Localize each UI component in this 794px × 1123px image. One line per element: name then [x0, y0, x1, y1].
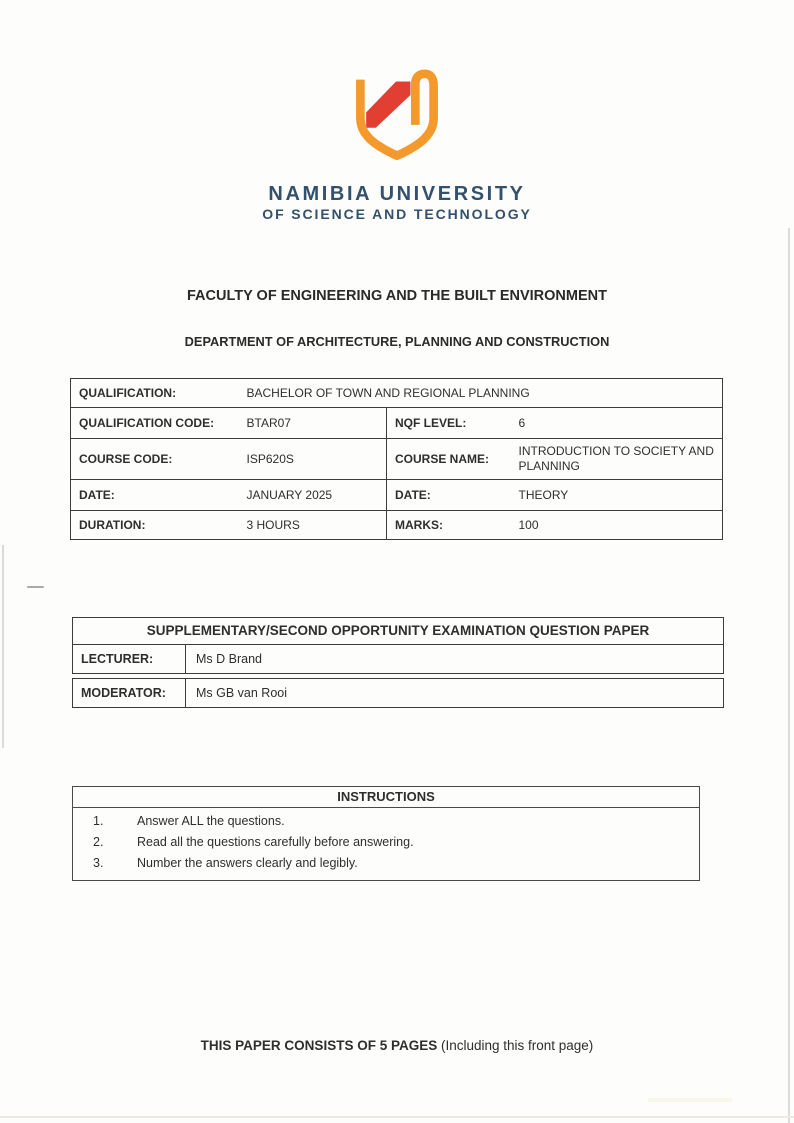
- marks-value: 100: [511, 511, 723, 540]
- scan-edge-line-right: [788, 228, 790, 1123]
- table-row: [71, 408, 723, 439]
- course-code-value: ISP620S: [239, 439, 387, 480]
- marks-label: MARKS:: [387, 511, 511, 540]
- instruction-text: Number the answers clearly and legibly.: [137, 856, 358, 870]
- instruction-number: 2.: [93, 835, 104, 849]
- university-logo: [0, 68, 794, 223]
- moderator-row: [73, 679, 723, 707]
- list-item: [73, 832, 699, 853]
- table-row: [71, 379, 723, 408]
- course-name-label: COURSE NAME:: [387, 439, 511, 480]
- moderator-value: Ms GB van Rooi: [185, 679, 723, 707]
- scan-dash-mark: [27, 586, 44, 588]
- university-wordmark: [0, 183, 794, 223]
- date-value: JANUARY 2025: [239, 480, 387, 511]
- page-count-bold: THIS PAPER CONSISTS OF 5 PAGES: [200, 1038, 438, 1053]
- scan-edge-line-left: [2, 545, 4, 748]
- moderator-label: MODERATOR:: [81, 686, 166, 700]
- list-item: [73, 811, 699, 832]
- page-count-note: [0, 1038, 794, 1053]
- table-row: [71, 480, 723, 511]
- scan-smudge-mark: [648, 1098, 732, 1102]
- paper-type-value: THEORY: [511, 480, 723, 511]
- course-code-label: COURSE CODE:: [71, 439, 239, 480]
- scan-edge-line-bottom: [0, 1116, 794, 1118]
- paper-type-label: DATE:: [387, 480, 511, 511]
- lecturer-value: Ms D Brand: [185, 645, 723, 673]
- instruction-text: Read all the questions carefully before answering.: [137, 835, 414, 849]
- exam-title-table: [72, 617, 724, 674]
- qualification-label: QUALIFICATION:: [71, 379, 239, 408]
- table-row: [71, 511, 723, 540]
- faculty-heading: FACULTY OF ENGINEERING AND THE BUILT ENVIRONMENT: [187, 288, 607, 304]
- list-item: [73, 853, 699, 874]
- instructions-heading: INSTRUCTIONS: [73, 787, 699, 808]
- instructions-list: [73, 808, 699, 880]
- instruction-number: 3.: [93, 856, 104, 870]
- moderator-table: [72, 678, 724, 708]
- instructions-table: [72, 786, 700, 881]
- instruction-text: Answer ALL the questions.: [137, 814, 285, 828]
- nqf-level-value: 6: [511, 408, 723, 439]
- course-name-value: INTRODUCTION TO SOCIETY AND PLANNING: [511, 439, 723, 480]
- wordmark-line2: OF SCIENCE AND TECHNOLOGY: [262, 206, 532, 222]
- lecturer-label: LECTURER:: [81, 652, 154, 666]
- date-label: DATE:: [71, 480, 239, 511]
- page-count-regular: (Including this front page): [437, 1038, 594, 1053]
- exam-paper-title: SUPPLEMENTARY/SECOND OPPORTUNITY EXAMINATION QUESTION PAPER: [73, 618, 723, 645]
- nust-shield-icon: [344, 68, 450, 174]
- qualification-value: BACHELOR OF TOWN AND REGIONAL PLANNING: [239, 379, 723, 408]
- duration-value: 3 HOURS: [239, 511, 387, 540]
- duration-label: DURATION:: [71, 511, 239, 540]
- qualification-code-label: QUALIFICATION CODE:: [71, 408, 239, 439]
- instruction-number: 1.: [93, 814, 104, 828]
- wordmark-line1: NAMIBIA UNIVERSITY: [268, 183, 526, 205]
- department-heading: DEPARTMENT OF ARCHITECTURE, PLANNING AND CONSTRUCTION: [184, 334, 610, 349]
- table-row: [71, 439, 723, 480]
- course-info-table: [70, 378, 723, 540]
- qualification-code-value: BTAR07: [239, 408, 387, 439]
- nqf-level-label: NQF LEVEL:: [387, 408, 511, 439]
- lecturer-row: [73, 645, 723, 673]
